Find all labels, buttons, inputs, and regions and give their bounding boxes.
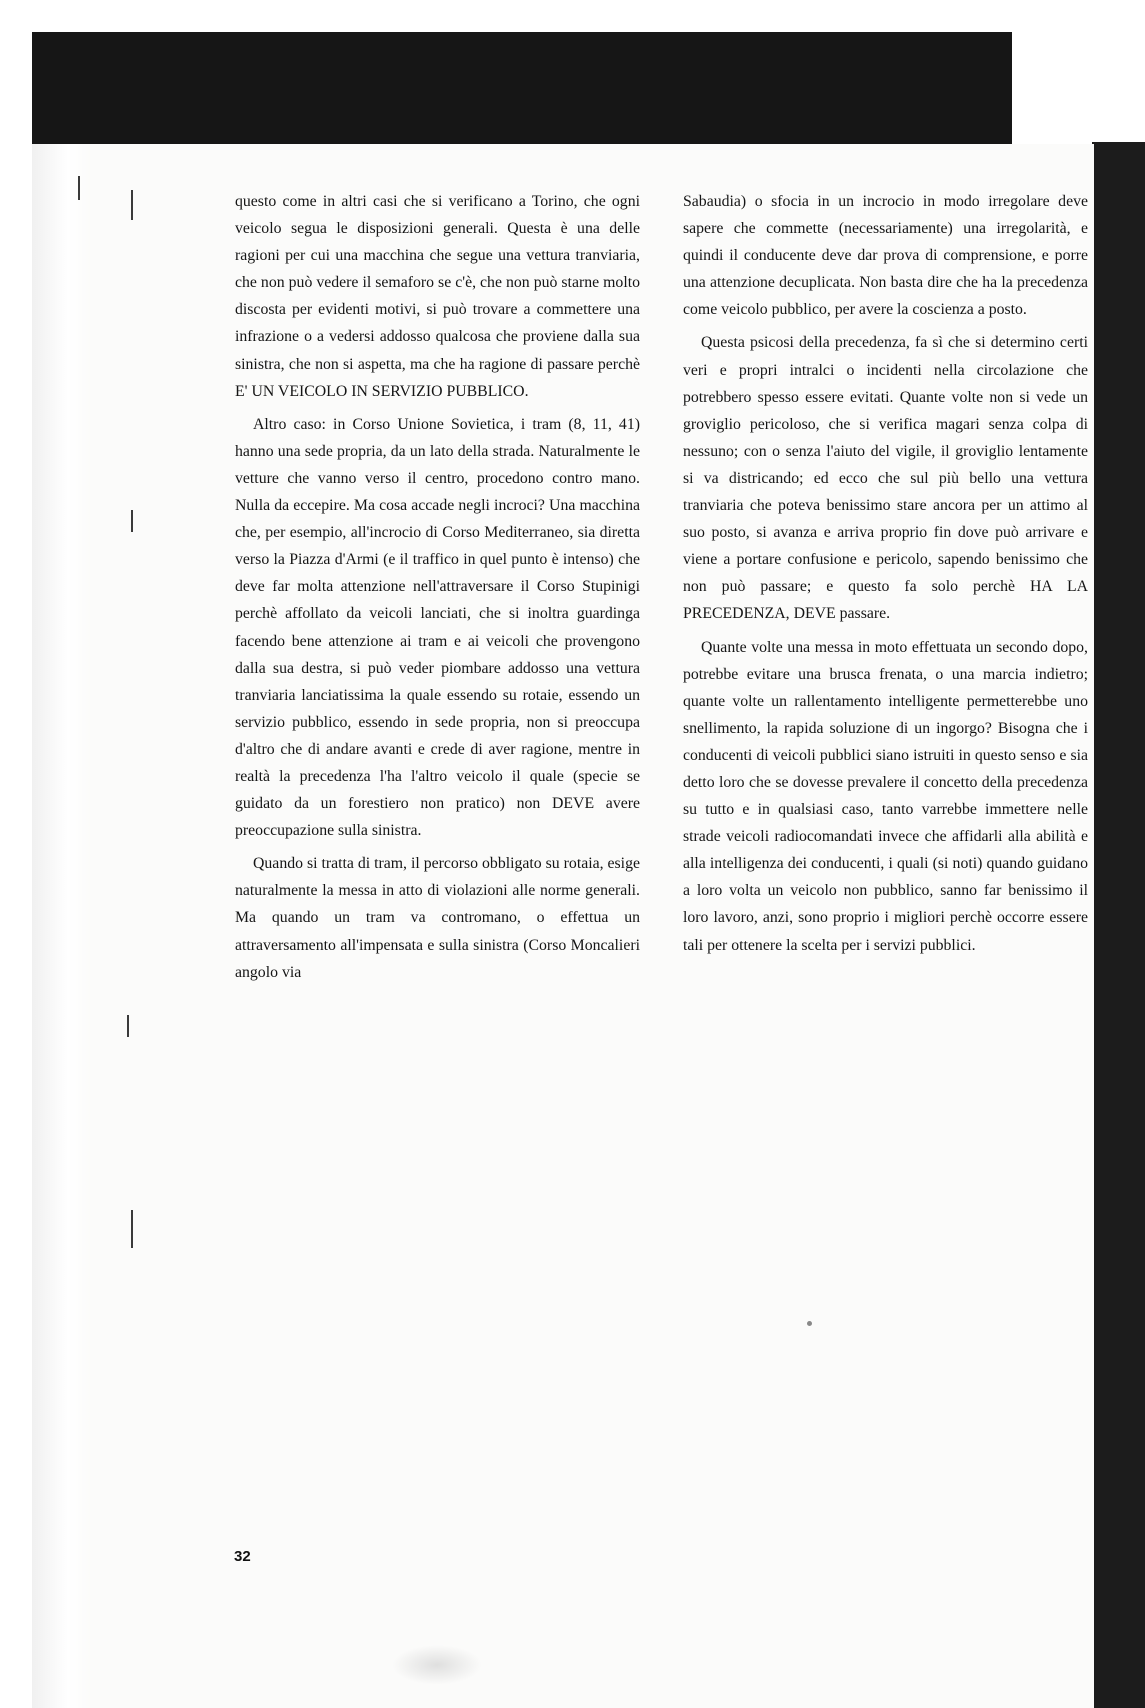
spine-mark — [127, 1015, 129, 1037]
left-text-column — [235, 188, 640, 992]
paragraph: Questa psicosi della precedenza, fa sì che si determino certi veri e propri intralci o incidenti nella circolazione che potrebbero spesso essere evitati. Quante volte non si vede un groviglio pericoloso, che si verifica magari senza colpa di nessuno; con o senza l'aiuto del vigile, il groviglio lentamente si va districando; ed ecco che sul più bello una vettura tranviaria che poteva benissimo stare ancora per un attimo al suo posto, si avanza e arriva proprio fin dove può arrivare e viene a portare confusione e pericolo, sapendo benissimo che non può passare; e questo fa solo perchè HA LA PRECEDENZA, DEVE passare. — [683, 334, 1088, 623]
scan-left-margin — [0, 168, 32, 1708]
paragraph: Quante volte una messa in moto effettuata un secondo dopo, potrebbe evitare una brusca frenata, o una marcia indietro; quante volte un rallentamento intelligente permetterebbe uno snellimento, la rapida soluzione di un ingorgo? Bisogna che i conducenti di veicoli pubblici siano istruiti in questo senso e sia detto loro che se dovesse prevalere il concetto della precedenza su tutto e in qualsiasi caso, tanto varrebbe immettere nelle strade veicoli radiocomandati invece che affidarli alla abilità e alla intelligenza dei conducenti, i quali (si noti) quando guidano a loro volta un veicolo non pubblico, sanno far benissimo il loro lavoro, anzi, sono proprio i migliori perchè occorre essere tali per ottenere la scelta per i servizi pubblici. — [683, 638, 1088, 954]
page-spine — [32, 144, 92, 1708]
paragraph: questo come in altri casi che si verificano a Torino, che ogni veicolo segua le disposizioni generali. Questa è una delle ragioni per cui una macchina che segue una vettura tranviaria, che non può vedere il semaforo se c'è, che non può starne molto discosta per evidenti motivi, si può trovare a commettere una infrazione o a vedersi addosso qualcosa che proviene dalla sua sinistra, che non si aspetta, ma che ha ragione di passare perchè E' UN VEICOLO IN SERVIZIO PUBBLICO. — [235, 193, 640, 400]
scan-smudge — [392, 1645, 482, 1685]
print-speck — [807, 1321, 812, 1326]
paragraph: Altro caso: in Corso Unione Sovietica, i tram (8, 11, 41) hanno una sede propria, da un lato della strada. Naturalmente le vetture che vanno verso il centro, procedono contro mano. Nulla da eccepire. Ma cosa accade negli incroci? Una macchina che, per esempio, all'incrocio di Corso Mediterraneo, sia diretta verso la Piazza d'Armi (e il traffico in quel punto è intenso) che deve far molta attenzione nell'attraversare il Corso Stupinigi perchè affollato da veicoli lanciati, che si inoltra guardinga facendo bene attenzione ai tram e ai veicoli che provengono dalla sua destra, si può veder piombare addosso una vettura tranviaria lanciatissima la quale essendo su rotaie, essendo un servizio pubblico, essendo in sede propria, non si preoccupa d'altro che di andare avanti e crede di aver ragione, mentre in realtà la precedenza l'ha l'altro veicolo il quale (specie se guidato da un forestiero non pratico) non DEVE avere preoccupazione sulla sinistra. — [235, 415, 640, 840]
paragraph: Sabaudia) o sfocia in un incrocio in modo irregolare deve sapere che commette (necessariamente) una irregolarità, e quindi il conducente deve dar prova di comprensione, e porre una attenzione decuplicata. Non basta dire che ha la precedenza come veicolo pubblico, per avere la coscienza a posto. — [683, 193, 1088, 319]
right-text-column — [683, 188, 1088, 965]
spine-mark — [131, 1210, 133, 1248]
spine-mark — [78, 176, 80, 200]
scan-dark-border-right — [1092, 142, 1145, 1708]
spine-mark — [131, 190, 133, 220]
spine-mark — [131, 510, 133, 532]
scan-dark-border-top — [32, 32, 1012, 144]
page-number: 32 — [234, 1548, 251, 1565]
paragraph: Quando si tratta di tram, il percorso obbligato su rotaia, esige naturalmente la messa in atto di violazioni alle norme generali. Ma quando un tram va contromano, o effettua un attraversamento all'impensata e sulla sinistra (Corso Moncalieri angolo via — [235, 855, 640, 981]
